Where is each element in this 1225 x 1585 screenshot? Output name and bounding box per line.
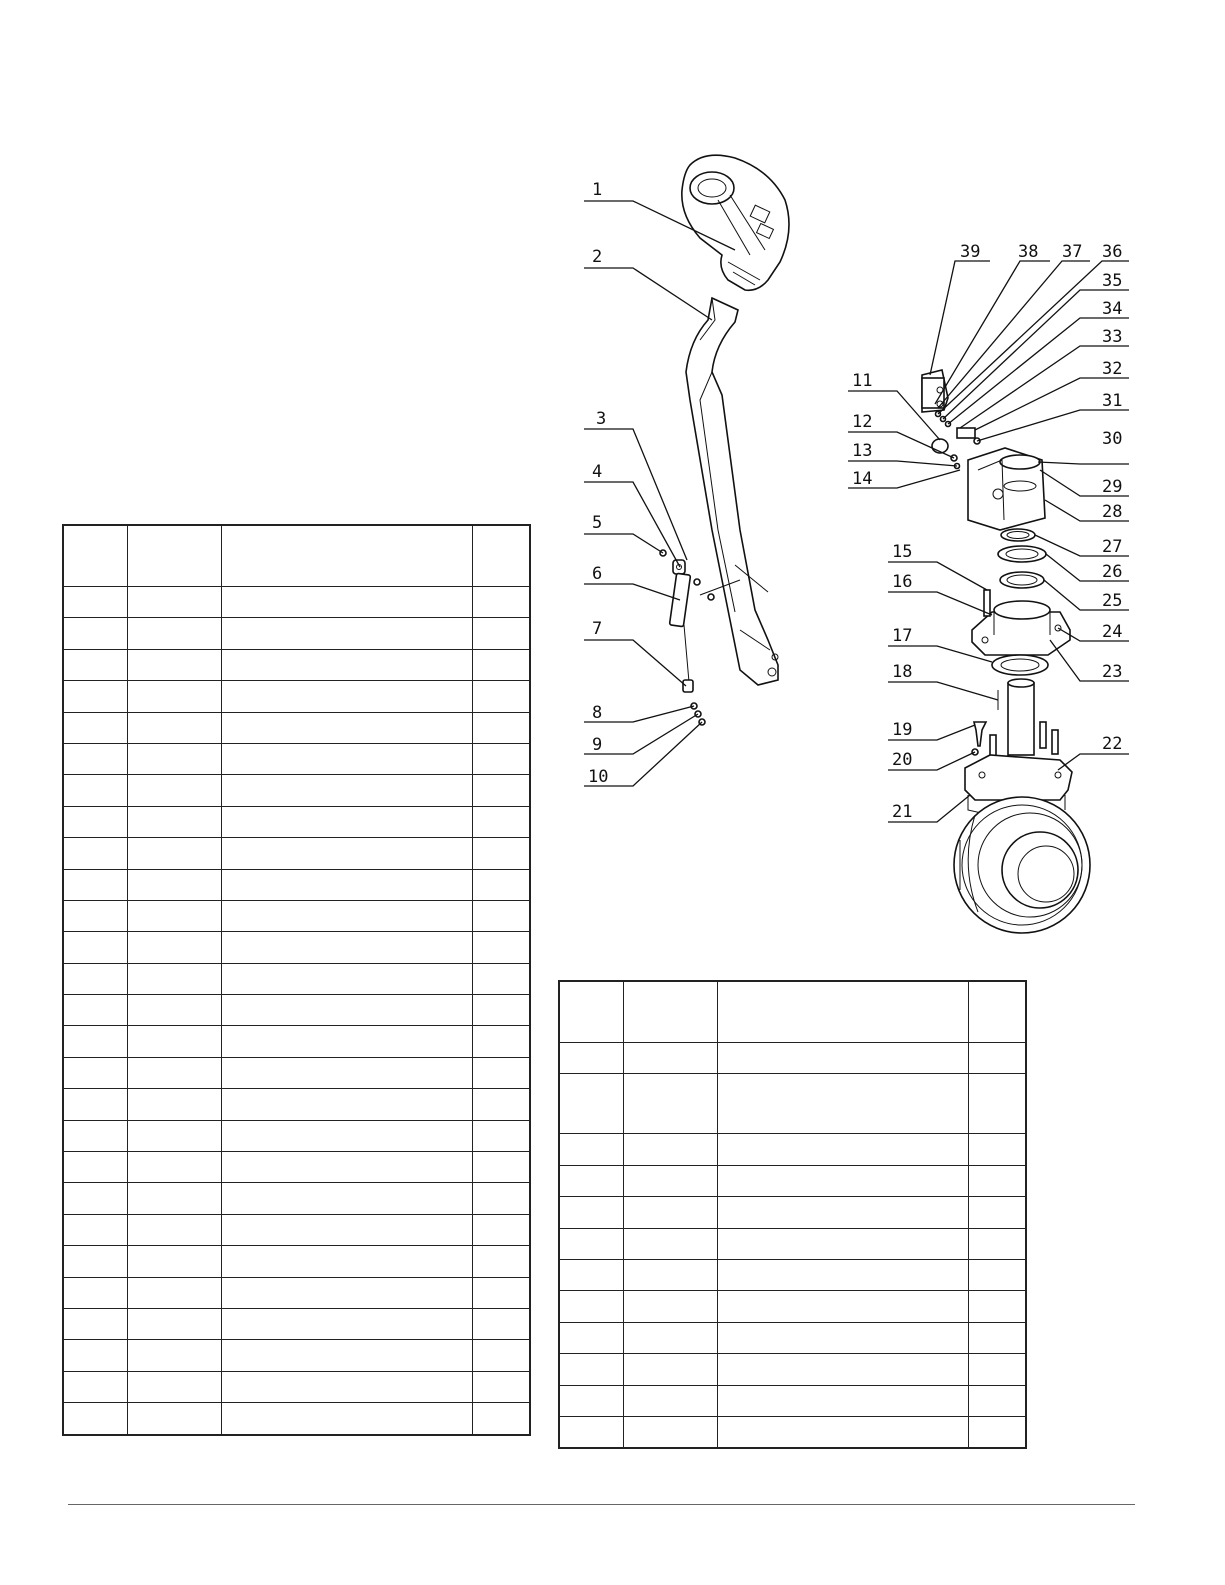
table-cell (717, 1385, 968, 1416)
table-cell (63, 775, 128, 806)
parts-table-left (62, 524, 531, 1436)
table-row (63, 1183, 530, 1214)
table-cell (968, 1043, 1026, 1074)
table-row (63, 932, 530, 963)
table-cell (128, 1371, 222, 1402)
callout-8: 8 (592, 703, 603, 723)
table-row (559, 1291, 1026, 1322)
callout-14: 14 (852, 469, 873, 489)
callout-26: 26 (1102, 562, 1123, 582)
table-row (559, 1228, 1026, 1259)
table-cell (221, 712, 472, 743)
table-cell (559, 1354, 624, 1385)
table-row (559, 1074, 1026, 1134)
table-cell (559, 1197, 624, 1228)
table-cell (128, 1152, 222, 1183)
table-cell (221, 1089, 472, 1120)
table-cell (717, 1043, 968, 1074)
footer-divider (68, 1504, 1135, 1505)
callout-17: 17 (892, 626, 913, 646)
table-cell (63, 963, 128, 994)
table-cell (472, 838, 530, 869)
table-cell (968, 1385, 1026, 1416)
table-cell (624, 1385, 718, 1416)
table-cell (221, 1214, 472, 1245)
table-cell (128, 1214, 222, 1245)
table-cell (128, 681, 222, 712)
table-cell (472, 712, 530, 743)
table-cell (717, 981, 968, 1043)
table-row (63, 1246, 530, 1277)
table-cell (128, 1403, 222, 1435)
table-row (63, 743, 530, 774)
table-cell (221, 1340, 472, 1371)
callout-35: 35 (1102, 271, 1123, 291)
table-cell (221, 1152, 472, 1183)
table-cell (559, 1259, 624, 1290)
table-cell (63, 1246, 128, 1277)
table-cell (968, 1322, 1026, 1353)
table-cell (472, 869, 530, 900)
table-cell (128, 1057, 222, 1088)
table-cell (559, 1043, 624, 1074)
table-cell (624, 1322, 718, 1353)
table-cell (624, 1228, 718, 1259)
table-cell (472, 1371, 530, 1402)
callout-39: 39 (960, 242, 981, 262)
table-row (63, 681, 530, 712)
table-row (559, 1134, 1026, 1165)
table-cell (128, 838, 222, 869)
table-cell (63, 743, 128, 774)
table-cell (472, 1120, 530, 1151)
callout-23: 23 (1102, 662, 1123, 682)
table-cell (128, 775, 222, 806)
table-cell (128, 618, 222, 649)
table-cell (968, 1165, 1026, 1196)
table-row (559, 1259, 1026, 1290)
table-cell (472, 681, 530, 712)
table-row (559, 1043, 1026, 1074)
table-cell (559, 1385, 624, 1416)
table-row (63, 1371, 530, 1402)
table-row (559, 1322, 1026, 1353)
callout-16: 16 (892, 572, 913, 592)
table-cell (63, 900, 128, 931)
table-cell (221, 1308, 472, 1339)
table-cell (128, 525, 222, 587)
table-cell (221, 900, 472, 931)
table-cell (717, 1134, 968, 1165)
callout-21: 21 (892, 802, 913, 822)
callout-11: 11 (852, 371, 873, 391)
table-cell (221, 1371, 472, 1402)
table-cell (472, 1026, 530, 1057)
table-cell (221, 743, 472, 774)
table-cell (63, 1120, 128, 1151)
table-row (63, 1057, 530, 1088)
parts-table-right (558, 980, 1027, 1449)
table-cell (128, 712, 222, 743)
table-header-row (559, 981, 1026, 1043)
callout-33: 33 (1102, 327, 1123, 347)
callout-36: 36 (1102, 242, 1123, 262)
table-row (63, 869, 530, 900)
callout-25: 25 (1102, 591, 1123, 611)
table-row (63, 1089, 530, 1120)
table-cell (472, 806, 530, 837)
table-cell (221, 587, 472, 618)
table-row (63, 712, 530, 743)
callout-31: 31 (1102, 391, 1123, 411)
callout-30: 30 (1102, 429, 1123, 449)
callout-24: 24 (1102, 622, 1123, 642)
table-cell (717, 1165, 968, 1196)
table-cell (624, 1165, 718, 1196)
table-cell (221, 995, 472, 1026)
table-cell (221, 963, 472, 994)
table-cell (221, 838, 472, 869)
table-cell (63, 1340, 128, 1371)
table-cell (63, 587, 128, 618)
table-cell (624, 1197, 718, 1228)
table-cell (221, 1246, 472, 1277)
table-cell (63, 712, 128, 743)
table-cell (221, 1183, 472, 1214)
callout-27: 27 (1102, 537, 1123, 557)
table-cell (128, 1089, 222, 1120)
table-cell (472, 1246, 530, 1277)
table-row (63, 1152, 530, 1183)
table-cell (221, 618, 472, 649)
callout-34: 34 (1102, 299, 1123, 319)
table-cell (221, 1120, 472, 1151)
handle-shaft (686, 298, 778, 685)
table-cell (221, 1403, 472, 1435)
callout-1: 1 (592, 180, 603, 200)
callout-29: 29 (1102, 477, 1123, 497)
callout-6: 6 (592, 564, 603, 584)
table-cell (128, 1183, 222, 1214)
table-cell (128, 649, 222, 680)
table-cell (63, 995, 128, 1026)
table-cell (968, 1197, 1026, 1228)
callout-15: 15 (892, 542, 913, 562)
callout-28: 28 (1102, 502, 1123, 522)
table-cell (717, 1259, 968, 1290)
table-row (63, 806, 530, 837)
table-cell (624, 981, 718, 1043)
table-cell (128, 743, 222, 774)
table-cell (221, 681, 472, 712)
table-row (63, 1277, 530, 1308)
table-cell (624, 1291, 718, 1322)
table-cell (128, 1120, 222, 1151)
table-cell (63, 806, 128, 837)
table-cell (128, 1026, 222, 1057)
callout-19: 19 (892, 720, 913, 740)
table-cell (472, 1152, 530, 1183)
table-row (63, 587, 530, 618)
table-row (63, 649, 530, 680)
callout-37: 37 (1062, 242, 1083, 262)
table-cell (559, 1416, 624, 1448)
table-cell (472, 1214, 530, 1245)
table-row (63, 775, 530, 806)
table-cell (63, 1089, 128, 1120)
table-cell (472, 1057, 530, 1088)
table-cell (968, 1416, 1026, 1448)
table-cell (472, 1308, 530, 1339)
gas-spring-assembly (660, 550, 714, 725)
table-cell (221, 806, 472, 837)
table-cell (559, 1291, 624, 1322)
table-cell (968, 1134, 1026, 1165)
table-cell (624, 1354, 718, 1385)
table-cell (63, 1214, 128, 1245)
table-cell (717, 1354, 968, 1385)
callout-20: 20 (892, 750, 913, 770)
table-cell (63, 1277, 128, 1308)
table-cell (63, 1183, 128, 1214)
table-row (559, 1197, 1026, 1228)
table-cell (472, 1183, 530, 1214)
table-cell (63, 1371, 128, 1402)
table-header-row (63, 525, 530, 587)
table-cell (624, 1134, 718, 1165)
table-cell (128, 806, 222, 837)
table-cell (128, 1246, 222, 1277)
table-cell (968, 1354, 1026, 1385)
table-cell (63, 618, 128, 649)
table-row (559, 1385, 1026, 1416)
table-cell (559, 1134, 624, 1165)
table-cell (221, 649, 472, 680)
table-row (63, 900, 530, 931)
table-cell (472, 775, 530, 806)
table-cell (221, 869, 472, 900)
table-cell (472, 743, 530, 774)
table-cell (717, 1197, 968, 1228)
table-cell (63, 932, 128, 963)
table-cell (63, 1403, 128, 1435)
table-cell (472, 649, 530, 680)
leader-lines (584, 201, 1129, 822)
table-cell (221, 525, 472, 587)
table-cell (128, 932, 222, 963)
table-cell (472, 995, 530, 1026)
table-row (63, 995, 530, 1026)
table-cell (472, 1089, 530, 1120)
table-cell (968, 1228, 1026, 1259)
table-cell (559, 1074, 624, 1134)
table-cell (63, 869, 128, 900)
table-cell (968, 981, 1026, 1043)
table-cell (128, 963, 222, 994)
table-cell (717, 1074, 968, 1134)
callout-2: 2 (592, 247, 603, 267)
table-cell (968, 1259, 1026, 1290)
table-cell (472, 900, 530, 931)
table-row (63, 1403, 530, 1435)
table-cell (624, 1259, 718, 1290)
table-cell (221, 1057, 472, 1088)
callout-9: 9 (592, 735, 603, 755)
table-cell (624, 1074, 718, 1134)
table-cell (717, 1291, 968, 1322)
table-cell (63, 649, 128, 680)
table-cell (624, 1043, 718, 1074)
table-cell (63, 838, 128, 869)
callout-13: 13 (852, 441, 873, 461)
callout-7: 7 (592, 619, 603, 639)
callout-4: 4 (592, 462, 603, 482)
table-cell (63, 525, 128, 587)
table-cell (128, 900, 222, 931)
table-cell (472, 1277, 530, 1308)
table-cell (717, 1322, 968, 1353)
table-cell (472, 587, 530, 618)
table-cell (624, 1416, 718, 1448)
table-cell (559, 981, 624, 1043)
table-cell (128, 1340, 222, 1371)
callout-18: 18 (892, 662, 913, 682)
table-row (63, 838, 530, 869)
table-row (63, 1026, 530, 1057)
table-cell (63, 1057, 128, 1088)
table-cell (128, 587, 222, 618)
table-cell (128, 1308, 222, 1339)
table-cell (968, 1074, 1026, 1134)
table-row (63, 1308, 530, 1339)
table-row (559, 1165, 1026, 1196)
callout-3: 3 (596, 409, 607, 429)
table-cell (128, 869, 222, 900)
table-row (63, 1120, 530, 1151)
table-row (63, 618, 530, 649)
callout-5: 5 (592, 513, 603, 533)
table-cell (472, 963, 530, 994)
table-cell (221, 1277, 472, 1308)
callout-10: 10 (588, 767, 609, 787)
table-cell (472, 525, 530, 587)
table-cell (63, 1308, 128, 1339)
table-cell (128, 995, 222, 1026)
table-cell (559, 1322, 624, 1353)
table-row (63, 963, 530, 994)
handle-head (682, 155, 789, 290)
table-cell (717, 1228, 968, 1259)
table-cell (559, 1165, 624, 1196)
table-cell (221, 775, 472, 806)
table-cell (128, 1277, 222, 1308)
callout-38: 38 (1018, 242, 1039, 262)
callout-22: 22 (1102, 734, 1123, 754)
table-cell (559, 1228, 624, 1259)
table-cell (221, 1026, 472, 1057)
table-cell (472, 1403, 530, 1435)
table-cell (472, 618, 530, 649)
table-cell (63, 1152, 128, 1183)
table-row (63, 1340, 530, 1371)
callout-12: 12 (852, 412, 873, 432)
table-cell (472, 1340, 530, 1371)
callout-32: 32 (1102, 359, 1123, 379)
table-row (559, 1354, 1026, 1385)
table-cell (63, 1026, 128, 1057)
table-cell (221, 932, 472, 963)
table-cell (63, 681, 128, 712)
table-cell (472, 932, 530, 963)
table-cell (717, 1416, 968, 1448)
table-row (559, 1416, 1026, 1448)
table-row (63, 1214, 530, 1245)
table-cell (968, 1291, 1026, 1322)
